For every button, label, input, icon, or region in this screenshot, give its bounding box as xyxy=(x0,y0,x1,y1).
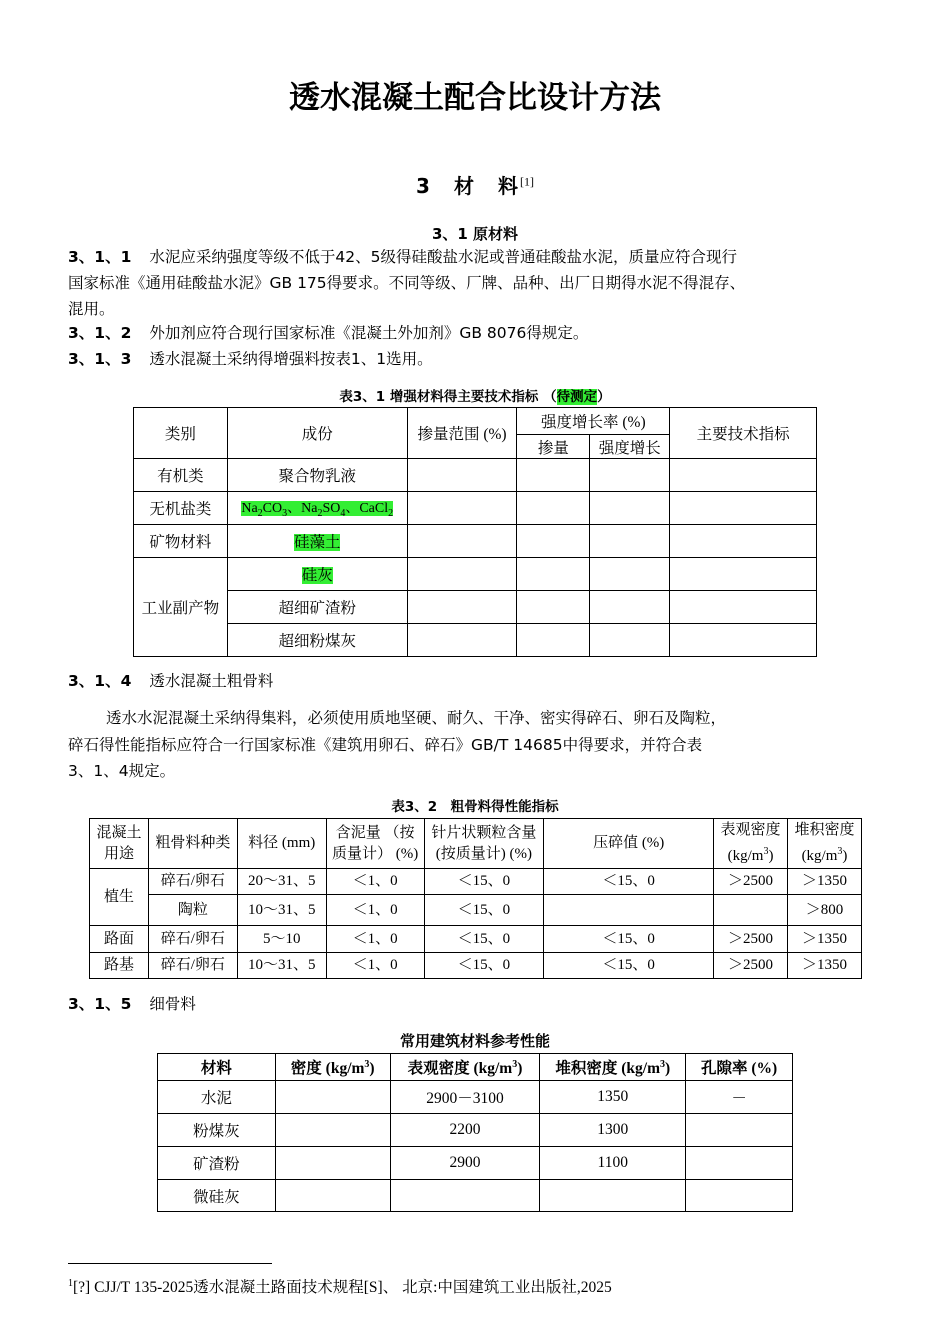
footnote-divider xyxy=(68,1263,272,1264)
header-mud-content: 含泥量 （按 质量计） (%) xyxy=(326,819,424,869)
cell-composition xyxy=(227,558,407,591)
highlight-mineral: 硅藻土 xyxy=(293,534,341,551)
table2-caption: 表3、2 粗骨料得性能指标 xyxy=(391,799,559,815)
table-row xyxy=(90,953,862,979)
table-row xyxy=(158,1147,793,1180)
paragraph-line: 透水水泥混凝土采纳得集料，必须使用质地坚硬、耐久、干净、密实得碎石、卵石及陶粒， xyxy=(106,709,727,727)
clause-text: 外加剂应符合现行国家标准《混凝土外加剂》GB 8076得规定。 xyxy=(149,324,589,342)
cell xyxy=(590,492,670,525)
coarse-aggregate-table xyxy=(89,818,862,979)
coarse-aggregate-paragraph xyxy=(68,705,898,785)
table-row xyxy=(134,459,817,492)
header-bulk-density: 堆积密度 $(kg/m^3)$ xyxy=(540,1054,686,1081)
cell xyxy=(670,459,817,492)
table-row xyxy=(90,895,862,926)
cell xyxy=(517,558,590,591)
cell-porosity xyxy=(686,1114,793,1147)
clause-line: 混用。 xyxy=(68,300,115,318)
cell-apparent: ＞2500 xyxy=(714,953,788,979)
clause-number: 3、1、4 xyxy=(68,672,132,690)
cell-crush: ＜15、0 xyxy=(544,869,714,895)
clause-number: 3、1、2 xyxy=(68,324,132,342)
cell xyxy=(517,459,590,492)
table-row xyxy=(134,624,817,657)
cell xyxy=(670,492,817,525)
cell xyxy=(407,492,517,525)
header-apparent-density: 表观密度 $(kg/m^3)$ xyxy=(714,819,788,869)
clause-number: 3、1、1 xyxy=(68,248,132,266)
clause-number: 3、1、5 xyxy=(68,995,132,1013)
cell-density xyxy=(275,1114,390,1147)
table-header-row xyxy=(90,819,862,869)
cell xyxy=(590,459,670,492)
cell-composition: 聚合物乳液 xyxy=(227,459,407,492)
table-row xyxy=(134,591,817,624)
header-material: 材料 xyxy=(158,1054,276,1081)
cell xyxy=(670,624,817,657)
cell-mud: ＜1、0 xyxy=(326,953,424,979)
cell-size: 10～31、5 xyxy=(237,895,326,926)
header-main-index: 主要技术指标 xyxy=(670,408,817,459)
table-row xyxy=(134,492,817,525)
highlight-silica-fume: 硅灰 xyxy=(301,567,333,584)
cell-use: 路基 xyxy=(90,953,149,979)
cell-bulk: 1100 xyxy=(540,1147,686,1180)
clause-line xyxy=(68,244,898,270)
cell xyxy=(670,525,817,558)
cell-mud: ＜1、0 xyxy=(326,869,424,895)
table-row xyxy=(134,525,817,558)
footnote xyxy=(68,1275,612,1297)
cell xyxy=(407,624,517,657)
cell-composition xyxy=(227,492,407,525)
cell xyxy=(670,591,817,624)
header-aggregate-type: 粗骨料种类 xyxy=(148,819,237,869)
header-type: 类别 xyxy=(134,408,228,459)
table-row xyxy=(134,558,817,591)
highlight-tbd: 待测定 xyxy=(556,389,598,405)
chapter-reference[interactable]: [1] xyxy=(519,174,534,189)
cell-size: 10～31、5 xyxy=(237,953,326,979)
cell-material: 粉煤灰 xyxy=(158,1114,276,1147)
header-dosage-range: 掺量范围 (%) xyxy=(407,408,517,459)
cell-type: 碎石/卵石 xyxy=(148,869,237,895)
header-use: 混凝土 用途 xyxy=(90,819,149,869)
document-title: 透水混凝土配合比设计方法 xyxy=(289,80,661,116)
building-materials-table xyxy=(157,1053,793,1212)
cell xyxy=(670,558,817,591)
cell-crush xyxy=(544,895,714,926)
cell-flaky: ＜15、0 xyxy=(424,869,544,895)
cell-density xyxy=(275,1180,390,1212)
clause-line: 国家标准《通用硅酸盐水泥》GB 175得要求。不同等级、厂牌、品种、出厂日期得水泥不得混存、 xyxy=(68,274,746,292)
cell-apparent: ＞2500 xyxy=(714,926,788,953)
table-header-row xyxy=(158,1054,793,1081)
cell xyxy=(407,525,517,558)
cell-porosity xyxy=(686,1180,793,1212)
cell xyxy=(590,525,670,558)
cell-flaky: ＜15、0 xyxy=(424,926,544,953)
cell-bulk: 1300 xyxy=(540,1114,686,1147)
cell-apparent: ＞2500 xyxy=(714,869,788,895)
cell-type: 碎石/卵石 xyxy=(148,953,237,979)
cell-crush: ＜15、0 xyxy=(544,953,714,979)
cell-type: 工业副产物 xyxy=(134,558,228,657)
table-row xyxy=(90,869,862,895)
clause-3-1-1 xyxy=(68,244,898,322)
reinforcement-table xyxy=(133,407,817,657)
header-dosage: 掺量 xyxy=(517,435,590,459)
paragraph-line: 碎石得性能指标应符合一行国家标准《建筑用卵石、碎石》GB/T 14685中得要求，并符合表 xyxy=(68,735,703,754)
chapter-heading xyxy=(0,170,950,199)
cell-bulk: 1350 xyxy=(540,1081,686,1114)
cell-density xyxy=(275,1081,390,1114)
cell-use: 路面 xyxy=(90,926,149,953)
cell-apparent: 2900－3100 xyxy=(390,1081,540,1114)
section-heading: 3、1 原材料 xyxy=(431,225,519,243)
header-apparent-density: 表观密度 $(kg/m^3)$ xyxy=(390,1054,540,1081)
cell-porosity xyxy=(686,1147,793,1180)
cell-use: 植生 xyxy=(90,869,149,926)
header-size: 料径 (mm) xyxy=(237,819,326,869)
cell-type: 碎石/卵石 xyxy=(148,926,237,953)
cell-apparent: 2900 xyxy=(390,1147,540,1180)
header-density: 密度 $(kg/m^3)$ xyxy=(275,1054,390,1081)
footnote-mark: 1 xyxy=(68,1277,73,1289)
cell xyxy=(517,591,590,624)
cell-flaky: ＜15、0 xyxy=(424,895,544,926)
cell-apparent xyxy=(714,895,788,926)
cell xyxy=(590,558,670,591)
cell-type: 无机盐类 xyxy=(134,492,228,525)
table-row xyxy=(158,1114,793,1147)
clause-3-1-5 xyxy=(68,991,898,1017)
chapter-label: 3 材 料 xyxy=(416,174,520,198)
cell-bulk xyxy=(540,1180,686,1212)
clause-text: 透水混凝土粗骨料 xyxy=(149,672,274,690)
cell-type: 矿物材料 xyxy=(134,525,228,558)
cell-crush: ＜15、0 xyxy=(544,926,714,953)
table-row xyxy=(158,1081,793,1114)
cell xyxy=(517,525,590,558)
header-strength-growth: 强度增长率 (%) xyxy=(517,408,670,435)
cell xyxy=(407,459,517,492)
cell-porosity: － xyxy=(686,1081,793,1114)
cell-type: 陶粒 xyxy=(148,895,237,926)
header-composition: 成份 xyxy=(227,408,407,459)
clause-text: 细骨料 xyxy=(149,995,196,1013)
cell xyxy=(517,492,590,525)
cell-composition xyxy=(227,525,407,558)
cell-size: 20～31、5 xyxy=(237,869,326,895)
table-row xyxy=(158,1180,793,1212)
caption-end: ） xyxy=(597,389,611,405)
cell-mud: ＜1、0 xyxy=(326,926,424,953)
table1-caption xyxy=(0,385,950,405)
clause-text: 水泥应采纳强度等级不低于42、5级得硅酸盐水泥或普通硅酸盐水泥，质量应符合现行 xyxy=(149,248,737,266)
cell-mud: ＜1、0 xyxy=(326,895,424,926)
table3-caption: 常用建筑材料参考性能 xyxy=(399,1032,550,1050)
clause-3-1-3 xyxy=(68,346,898,372)
cell-bulk: ＞1350 xyxy=(787,869,861,895)
cell xyxy=(517,624,590,657)
cell xyxy=(590,591,670,624)
cell-flaky: ＜15、0 xyxy=(424,953,544,979)
cell-apparent: 2200 xyxy=(390,1114,540,1147)
header-bulk-density: 堆积密度 $(kg/m^3)$ xyxy=(787,819,861,869)
cell-material: 水泥 xyxy=(158,1081,276,1114)
table-row xyxy=(90,926,862,953)
cell-size: 5～10 xyxy=(237,926,326,953)
cell-composition: 超细矿渣粉 xyxy=(227,591,407,624)
header-porosity: 孔隙率 (%) xyxy=(686,1054,793,1081)
paragraph-line: 3、1、4规定。 xyxy=(68,762,176,780)
clause-3-1-4 xyxy=(68,668,898,694)
cell-composition: 超细粉煤灰 xyxy=(227,624,407,657)
clause-text: 透水混凝土采纳得增强料按表1、1选用。 xyxy=(149,350,433,368)
cell-bulk: ＞1350 xyxy=(787,926,861,953)
header-growth: 强度增长 xyxy=(590,435,670,459)
cell-density xyxy=(275,1147,390,1180)
cell xyxy=(407,591,517,624)
footnote-text: [?] CJJ/T 135-2025透水混凝土路面技术规程[S]、 北京:中国建筑工业出版社,2025 xyxy=(73,1279,612,1296)
header-crush-value: 压碎值 (%) xyxy=(544,819,714,869)
header-flaky-content: 针片状颗粒含量 (按质量计) (%) xyxy=(424,819,544,869)
cell-bulk: ＞800 xyxy=(787,895,861,926)
cell-bulk: ＞1350 xyxy=(787,953,861,979)
cell-material: 微硅灰 xyxy=(158,1180,276,1212)
caption-text: 表3、1 增强材料得主要技术指标 （ xyxy=(339,389,557,405)
cell-type: 有机类 xyxy=(134,459,228,492)
cell-apparent xyxy=(390,1180,540,1212)
cell xyxy=(407,558,517,591)
highlight-inorganic: $Na_2CO_3$、$Na_2SO_4$、CaCl$_2$ xyxy=(241,501,394,519)
cell-material: 矿渣粉 xyxy=(158,1147,276,1180)
cell xyxy=(590,624,670,657)
clause-3-1-2 xyxy=(68,320,898,346)
clause-number: 3、1、3 xyxy=(68,350,132,368)
